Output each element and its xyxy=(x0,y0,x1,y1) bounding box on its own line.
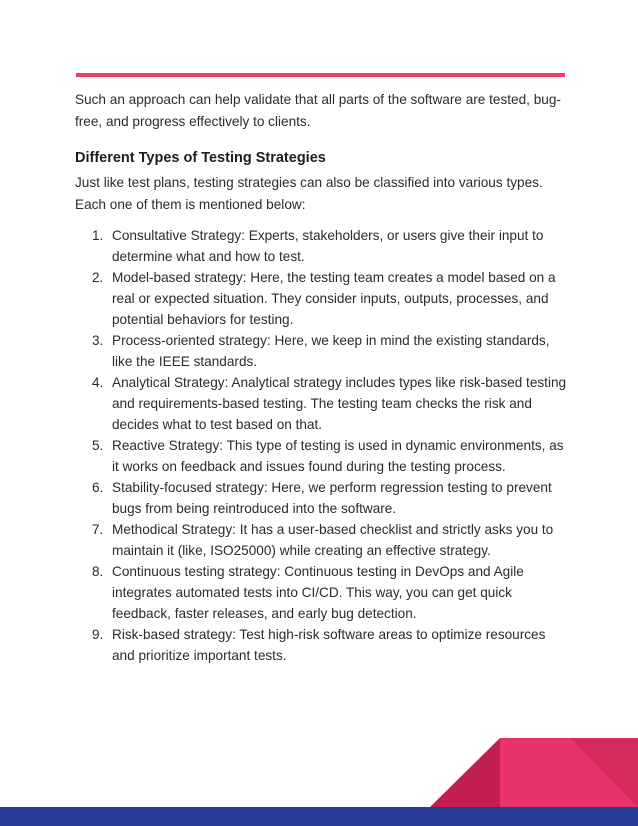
list-item-number: 8. xyxy=(92,564,104,579)
list-item xyxy=(75,330,570,372)
list-item-text: Stability-focused strategy: Here, we perform regression testing to prevent bugs from being reintroduced into the software. xyxy=(112,480,552,516)
list-item-number: 3. xyxy=(92,333,104,348)
list-item xyxy=(75,519,570,561)
list-item-number: 4. xyxy=(92,375,104,390)
list-item-text: Consultative Strategy: Experts, stakeholders, or users give their input to determine what and how to test. xyxy=(112,228,544,264)
deco-square-middle xyxy=(500,738,570,807)
list-item-number: 5. xyxy=(92,438,104,453)
list-item-number: 1. xyxy=(92,228,104,243)
corner-decoration xyxy=(430,738,638,807)
top-accent-rule xyxy=(76,73,565,77)
list-item-number: 7. xyxy=(92,522,104,537)
list-item-text: Analytical Strategy: Analytical strategy includes types like risk-based testing and requirements-based testing. The testing team checks the risk and decides what to test based on that. xyxy=(112,375,567,432)
list-item xyxy=(75,561,570,624)
list-item xyxy=(75,435,570,477)
list-item-text: Methodical Strategy: It has a user-based checklist and strictly asks you to maintain it (like, ISO25000) while creating an effective strategy. xyxy=(112,522,554,558)
list-item-number: 6. xyxy=(92,480,104,495)
deco-triangle-left xyxy=(430,738,500,807)
list-item xyxy=(75,477,570,519)
intro-paragraph: Such an approach can help validate that all parts of the software are tested, bug-free, and progress effectively to clients. xyxy=(75,92,561,129)
section-heading: Different Types of Testing Strategies xyxy=(75,150,326,166)
footer-bar xyxy=(0,807,638,826)
list-item-text: Reactive Strategy: This type of testing is used in dynamic environments, as it works on feedback and issues found during the testing process. xyxy=(112,438,564,474)
list-item-text: Process-oriented strategy: Here, we keep in mind the existing standards, like the IEEE standards. xyxy=(112,333,550,369)
strategies-list xyxy=(75,225,570,666)
list-item-text: Risk-based strategy: Test high-risk software areas to optimize resources and prioritize important tests. xyxy=(112,627,546,663)
page-content xyxy=(75,89,570,666)
list-item xyxy=(75,225,570,267)
list-item xyxy=(75,267,570,330)
list-item-text: Model-based strategy: Here, the testing team creates a model based on a real or expected situation. They consider inputs, outputs, processes, and potential behaviors for testing. xyxy=(112,270,556,327)
list-item-text: Continuous testing strategy: Continuous testing in DevOps and Agile integrates automated tests into CI/CD. This way, you can get quick feedback, faster releases, and early bug detection. xyxy=(112,564,524,621)
list-item xyxy=(75,624,570,666)
list-item-number: 2. xyxy=(92,270,104,285)
list-item-number: 9. xyxy=(92,627,104,642)
list-item xyxy=(75,372,570,435)
section-intro-paragraph: Just like test plans, testing strategies can also be classified into various types. Each one of them is mentioned below: xyxy=(75,175,543,212)
